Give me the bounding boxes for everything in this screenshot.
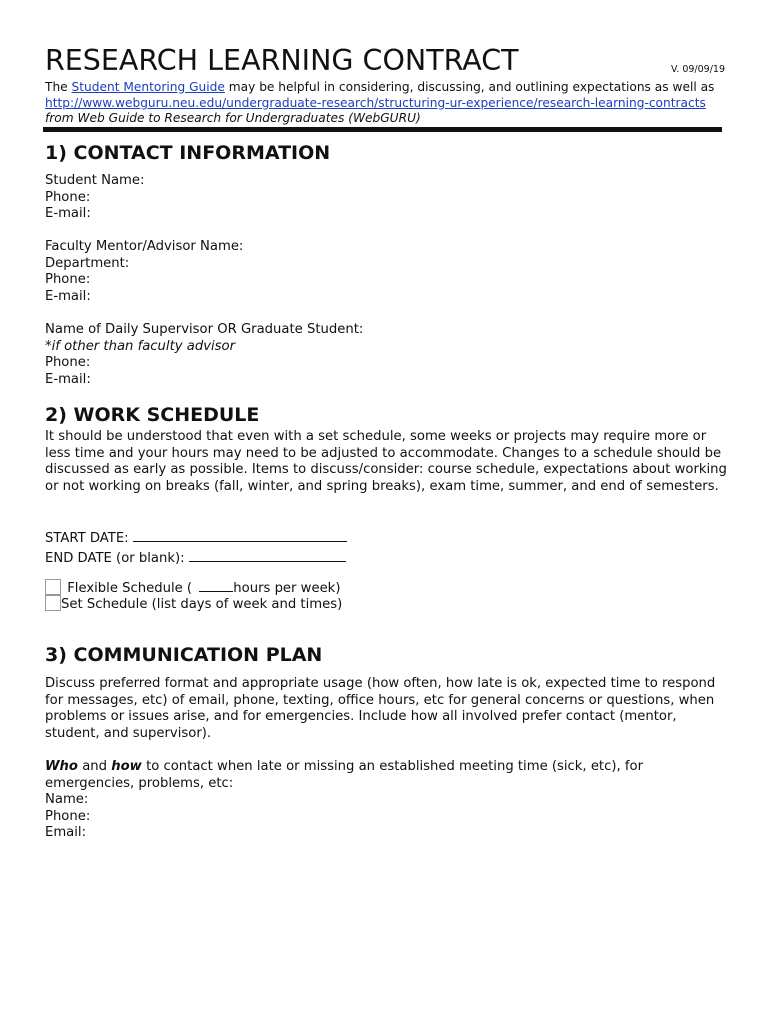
webguru-link[interactable]: http://www.webguru.neu.edu/undergraduate-research/structuring-ur-experience/research-learning-contracts xyxy=(45,95,706,110)
student-email-field[interactable]: E-mail: xyxy=(45,206,91,222)
start-date-field[interactable] xyxy=(45,528,347,548)
contact-late-instructions xyxy=(45,759,735,792)
intro-text: may be helpful in considering, discussing, and outlining expectations as well as xyxy=(228,80,715,94)
faculty-department-field[interactable]: Department: xyxy=(45,255,130,271)
set-schedule-checkbox[interactable] xyxy=(45,595,61,611)
flexible-schedule-checkbox[interactable] xyxy=(45,579,61,595)
supervisor-note: *if other than faculty advisor xyxy=(45,338,236,354)
start-date-label: START DATE: xyxy=(45,531,129,546)
header-divider xyxy=(43,127,722,132)
who-emphasis: Who xyxy=(45,759,78,774)
contact-late-text: to contact when late or missing an established meeting time (sick, etc), for emergencies, problems, etc: xyxy=(45,759,644,791)
page-title: RESEARCH LEARNING CONTRACT xyxy=(45,44,519,77)
supervisor-name-field[interactable]: Name of Daily Supervisor OR Graduate Student: xyxy=(45,322,364,337)
intro-source: from Web Guide to Research for Undergraduates (WebGURU) xyxy=(45,111,421,125)
end-date-label: END DATE (or blank): xyxy=(45,550,185,566)
start-date-line[interactable] xyxy=(133,528,347,542)
student-name-field[interactable]: Student Name: xyxy=(45,173,145,188)
communication-fields xyxy=(45,792,90,842)
set-schedule-label: Set Schedule (list days of week and times) xyxy=(61,597,343,612)
supervisor-fields xyxy=(45,322,363,388)
flexible-schedule-prefix: Flexible Schedule ( xyxy=(67,581,193,596)
end-date-line[interactable] xyxy=(189,548,346,562)
student-phone-field[interactable]: Phone: xyxy=(45,189,91,205)
section-heading-contact: 1) CONTACT INFORMATION xyxy=(45,142,331,164)
contact-phone-field[interactable]: Phone: xyxy=(45,808,91,824)
supervisor-email-field[interactable]: E-mail: xyxy=(45,371,91,387)
flexible-schedule-suffix: hours per week) xyxy=(233,581,341,596)
section-heading-schedule: 2) WORK SCHEDULE xyxy=(45,404,260,426)
version-label: V. 09/09/19 xyxy=(671,64,725,75)
supervisor-phone-field[interactable]: Phone: xyxy=(45,355,91,371)
contact-email-field[interactable]: Email: xyxy=(45,825,87,841)
date-fields xyxy=(45,528,347,567)
hours-per-week-line[interactable] xyxy=(199,578,233,592)
intro-paragraph xyxy=(45,80,725,127)
set-schedule-option[interactable] xyxy=(45,595,342,614)
faculty-fields xyxy=(45,239,243,305)
contact-name-field[interactable]: Name: xyxy=(45,792,89,807)
how-emphasis: how xyxy=(111,759,142,774)
student-mentoring-guide-link[interactable]: Student Mentoring Guide xyxy=(71,80,225,94)
student-fields xyxy=(45,173,144,223)
schedule-description: It should be understood that even with a set schedule, some weeks or projects may require more or less time and your hours may need to be adjusted to accommodate. Changes to a schedule should be discussed as early as possible. Items to discuss/consider: course schedule, expectations about working or not working on breaks (fall, winter, and spring breaks), exam time, summer, and end of semesters. xyxy=(45,429,727,494)
faculty-email-field[interactable]: E-mail: xyxy=(45,288,91,304)
end-date-field[interactable] xyxy=(45,548,347,568)
communication-description: Discuss preferred format and appropriate usage (how often, how late is ok, expected time to respond for messages, etc) of email, phone, texting, office hours, etc for general concerns or questions, when problems or issues arise, and for emergencies. Include how all involved prefer contact (mentor, student, and supervisor). xyxy=(45,676,716,741)
and-text: and xyxy=(82,759,108,774)
faculty-phone-field[interactable]: Phone: xyxy=(45,272,91,288)
section-heading-communication: 3) COMMUNICATION PLAN xyxy=(45,644,323,666)
faculty-name-field[interactable]: Faculty Mentor/Advisor Name: xyxy=(45,239,244,254)
intro-the: The xyxy=(45,80,68,94)
